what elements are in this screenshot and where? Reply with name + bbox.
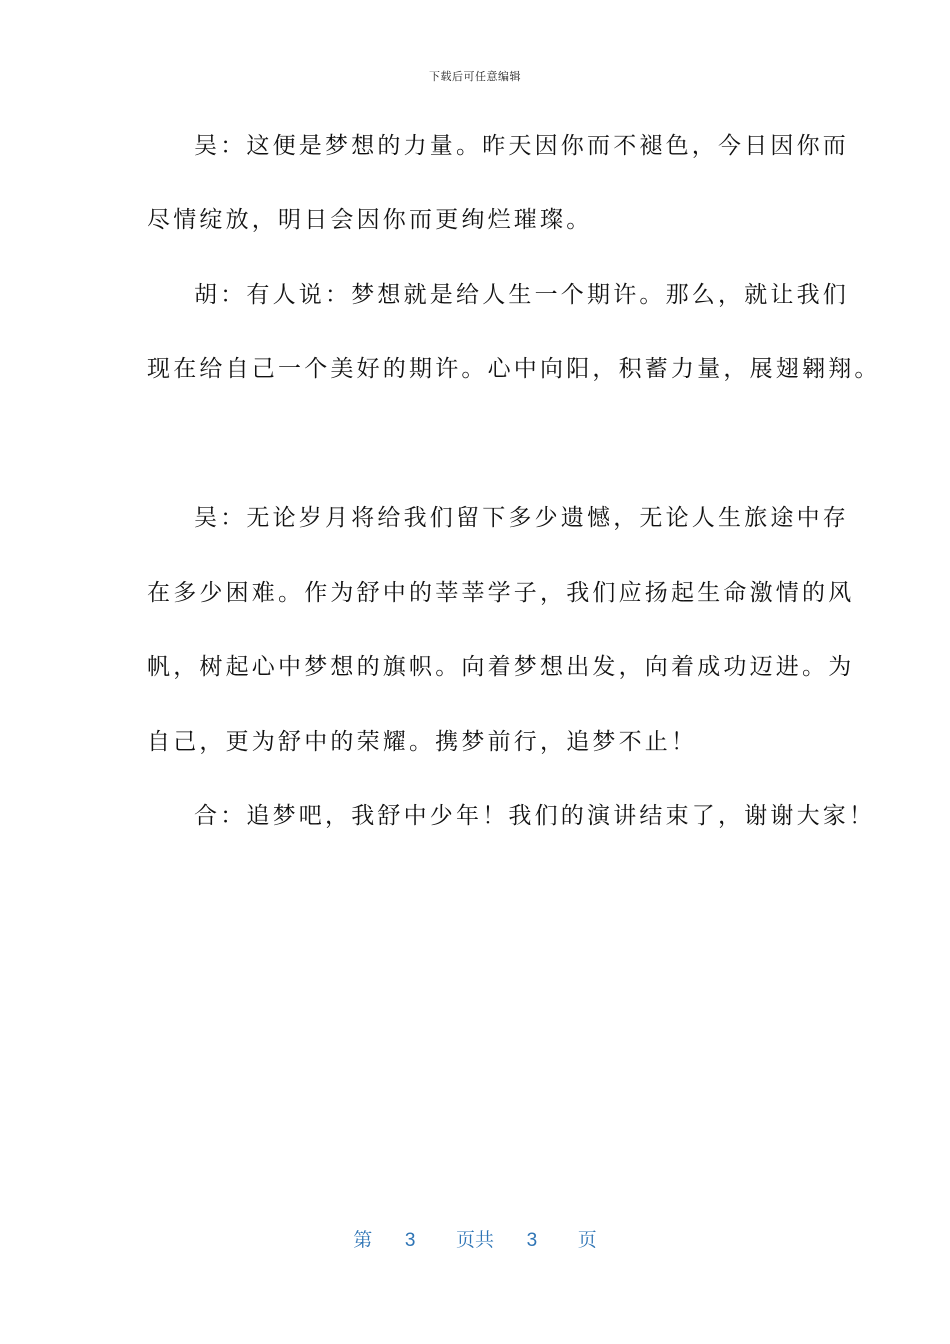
paragraph-1-line-2: 尽情绽放，明日会因你而更绚烂璀璨。 — [147, 207, 593, 233]
footer-total-pages: 3 — [526, 1230, 538, 1251]
paragraph-4-line-1: 合：追梦吧，我舒中少年！我们的演讲结束了，谢谢大家！ — [194, 803, 876, 829]
paragraph-2-line-1: 胡：有人说：梦想就是给人生一个期许。那么，就让我们 — [194, 282, 849, 308]
paragraph-3-line-4: 自己，更为舒中的荣耀。携梦前行，追梦不止！ — [147, 729, 698, 755]
footer-middle: 页共 — [455, 1230, 494, 1251]
paragraph-3-line-2: 在多少困难。作为舒中的莘莘学子，我们应扬起生命激情的风 — [147, 580, 855, 606]
paragraph-1-line-1: 吴：这便是梦想的力量。昨天因你而不褪色，今日因你而 — [194, 133, 849, 159]
paragraph-3-line-1: 吴：无论岁月将给我们留下多少遗憾，无论人生旅途中存 — [194, 505, 849, 531]
footer-current-page: 3 — [404, 1230, 416, 1251]
page-footer — [0, 1225, 950, 1252]
page-header-note: 下载后可任意编辑 — [429, 70, 521, 83]
footer-prefix: 第 — [353, 1230, 373, 1251]
paragraph-3-line-3: 帆，树起心中梦想的旗帜。向着梦想出发，向着成功迈进。为 — [147, 654, 855, 680]
footer-suffix: 页 — [577, 1230, 597, 1251]
paragraph-2-line-2: 现在给自己一个美好的期许。心中向阳，积蓄力量，展翅翱翔。 — [147, 356, 881, 382]
